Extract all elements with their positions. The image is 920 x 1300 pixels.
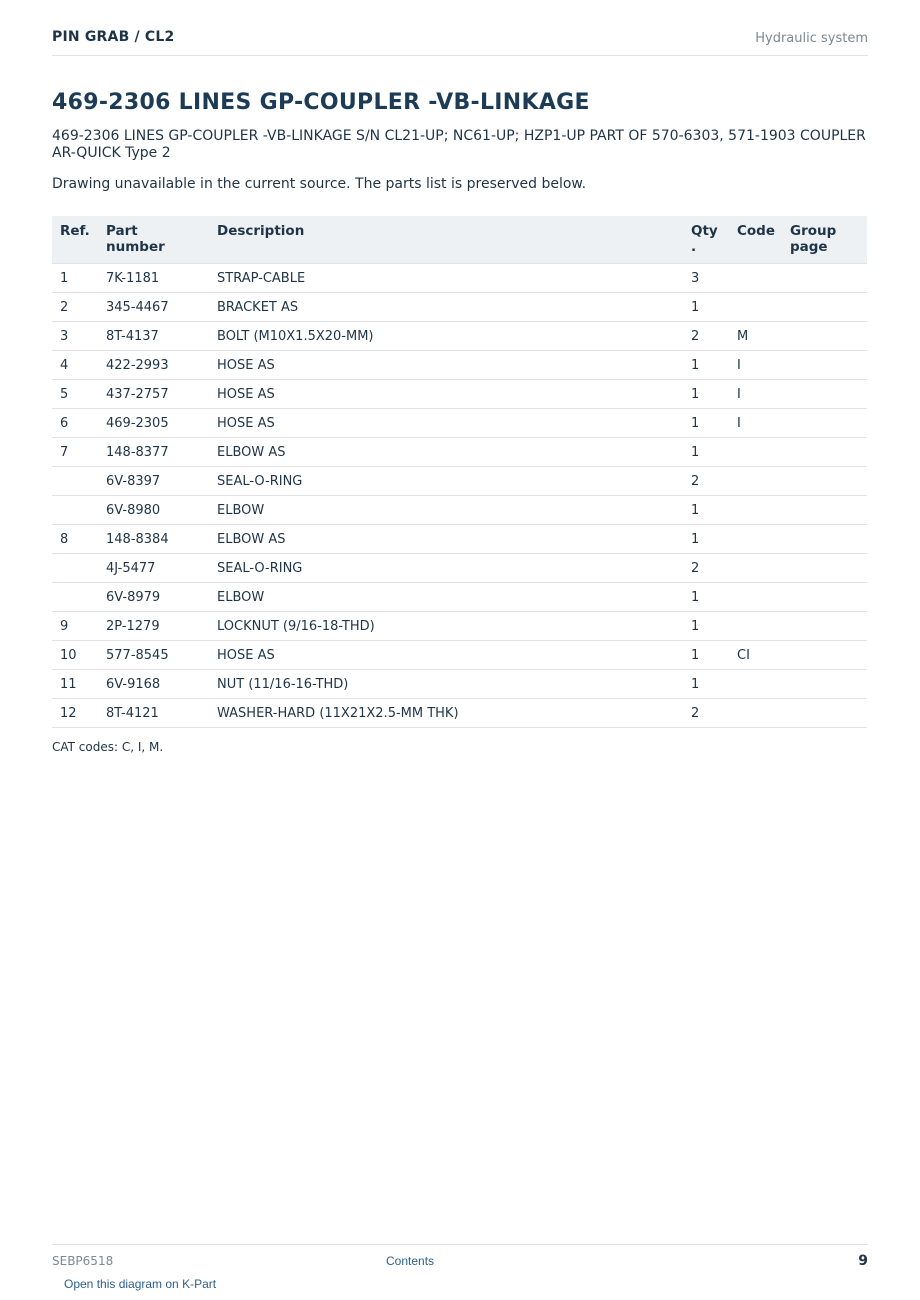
cell-qty: 2 — [683, 699, 729, 728]
cell-group-page — [782, 293, 867, 322]
cell-description: NUT (11/16-16-THD) — [209, 670, 683, 699]
cell-ref: 4 — [52, 351, 98, 380]
cell-ref: 11 — [52, 670, 98, 699]
cell-ref: 10 — [52, 641, 98, 670]
table-row — [52, 438, 867, 467]
parts-table — [52, 216, 867, 728]
cell-description: HOSE AS — [209, 641, 683, 670]
cell-part-number: 4J-5477 — [98, 554, 209, 583]
cell-ref — [52, 467, 98, 496]
cell-code: I — [729, 351, 782, 380]
cell-part-number: 437-2757 — [98, 380, 209, 409]
col-group-header: Group page — [782, 216, 867, 264]
cell-group-page — [782, 554, 867, 583]
cell-ref: 3 — [52, 322, 98, 351]
cell-qty: 2 — [683, 467, 729, 496]
cell-ref: 8 — [52, 525, 98, 554]
table-row — [52, 583, 867, 612]
cell-part-number: 422-2993 — [98, 351, 209, 380]
cell-code — [729, 699, 782, 728]
cell-group-page — [782, 612, 867, 641]
cell-group-page — [782, 351, 867, 380]
cell-group-page — [782, 525, 867, 554]
cell-part-number: 6V-8979 — [98, 583, 209, 612]
table-row — [52, 670, 867, 699]
cell-qty: 2 — [683, 322, 729, 351]
cell-group-page — [782, 322, 867, 351]
cell-qty: 1 — [683, 583, 729, 612]
table-row — [52, 467, 867, 496]
cell-part-number: 469-2305 — [98, 409, 209, 438]
table-row — [52, 380, 867, 409]
cell-ref — [52, 496, 98, 525]
cell-ref: 6 — [52, 409, 98, 438]
cell-description: HOSE AS — [209, 409, 683, 438]
cell-group-page — [782, 496, 867, 525]
cell-part-number: 6V-8397 — [98, 467, 209, 496]
col-qty-header: Qty . — [683, 216, 729, 264]
drawing-note: Drawing unavailable in the current source. The parts list is preserved below. — [52, 176, 587, 192]
cell-code — [729, 496, 782, 525]
cell-ref — [52, 554, 98, 583]
cell-part-number: 148-8377 — [98, 438, 209, 467]
table-row — [52, 409, 867, 438]
table-row — [52, 612, 867, 641]
cell-description: HOSE AS — [209, 351, 683, 380]
cell-code — [729, 583, 782, 612]
cell-part-number: 6V-9168 — [98, 670, 209, 699]
cell-qty: 1 — [683, 409, 729, 438]
table-row — [52, 351, 867, 380]
page-subtitle: 469-2306 LINES GP-COUPLER -VB-LINKAGE S/N CL21-UP; NC61-UP; HZP1-UP PART OF 570-6303, 571-1903 COUPLER AR-QUICK Type 2 — [52, 128, 866, 161]
cell-part-number: 577-8545 — [98, 641, 209, 670]
cell-group-page — [782, 409, 867, 438]
cell-description: STRAP-CABLE — [209, 264, 683, 293]
breadcrumb: PIN GRAB / CL2 — [52, 29, 175, 45]
cell-qty: 3 — [683, 264, 729, 293]
cell-code: M — [729, 322, 782, 351]
table-row — [52, 554, 867, 583]
cell-description: LOCKNUT (9/16-18-THD) — [209, 612, 683, 641]
cell-group-page — [782, 467, 867, 496]
cell-qty: 1 — [683, 438, 729, 467]
cell-part-number: 148-8384 — [98, 525, 209, 554]
cell-part-number: 8T-4137 — [98, 322, 209, 351]
cell-part-number: 8T-4121 — [98, 699, 209, 728]
cell-description: SEAL-O-RING — [209, 554, 683, 583]
cell-qty: 2 — [683, 554, 729, 583]
cell-qty: 1 — [683, 351, 729, 380]
document-code: SEBP6518 — [52, 1254, 114, 1268]
cell-group-page — [782, 641, 867, 670]
cell-ref: 2 — [52, 293, 98, 322]
cell-code — [729, 554, 782, 583]
cell-description: BOLT (M10X1.5X20-MM) — [209, 322, 683, 351]
page-header — [52, 28, 868, 56]
cell-ref — [52, 583, 98, 612]
table-row — [52, 641, 867, 670]
section-name: Hydraulic system — [755, 31, 868, 46]
cell-code — [729, 264, 782, 293]
cell-ref: 5 — [52, 380, 98, 409]
table-row — [52, 496, 867, 525]
cell-ref: 12 — [52, 699, 98, 728]
table-row — [52, 293, 867, 322]
table-row — [52, 525, 867, 554]
cell-code — [729, 293, 782, 322]
cell-description: WASHER-HARD (11X21X2.5-MM THK) — [209, 699, 683, 728]
parts-table-header — [52, 216, 867, 264]
cell-group-page — [782, 264, 867, 293]
cell-code: CI — [729, 641, 782, 670]
header-row — [52, 216, 867, 264]
table-row — [52, 699, 867, 728]
cell-description: SEAL-O-RING — [209, 467, 683, 496]
open-kpart-link[interactable]: Open this diagram on K-Part — [64, 1277, 217, 1291]
page-footer — [52, 1244, 868, 1275]
cell-description: HOSE AS — [209, 380, 683, 409]
cell-qty: 1 — [683, 612, 729, 641]
cell-qty: 1 — [683, 670, 729, 699]
cell-qty: 1 — [683, 641, 729, 670]
cell-code: I — [729, 409, 782, 438]
cell-part-number: 2P-1279 — [98, 612, 209, 641]
cell-group-page — [782, 670, 867, 699]
cell-group-page — [782, 438, 867, 467]
contents-link[interactable]: Contents — [386, 1254, 435, 1268]
cell-description: ELBOW AS — [209, 525, 683, 554]
page-title: 469-2306 LINES GP-COUPLER -VB-LINKAGE — [52, 90, 590, 115]
col-desc-header: Description — [209, 216, 683, 264]
cell-part-number: 345-4467 — [98, 293, 209, 322]
cell-description: ELBOW — [209, 496, 683, 525]
cell-code: I — [729, 380, 782, 409]
col-code-header: Code — [729, 216, 782, 264]
table-row — [52, 264, 867, 293]
cell-code — [729, 612, 782, 641]
page-number: 9 — [858, 1253, 868, 1269]
cell-description: BRACKET AS — [209, 293, 683, 322]
parts-table-body — [52, 264, 867, 728]
cell-code — [729, 670, 782, 699]
col-ref-header: Ref. — [52, 216, 98, 264]
cell-description: ELBOW — [209, 583, 683, 612]
cell-group-page — [782, 699, 867, 728]
cell-group-page — [782, 583, 867, 612]
table-row — [52, 322, 867, 351]
cell-part-number: 7K-1181 — [98, 264, 209, 293]
cell-code — [729, 438, 782, 467]
cell-qty: 1 — [683, 293, 729, 322]
cell-description: ELBOW AS — [209, 438, 683, 467]
cell-ref: 7 — [52, 438, 98, 467]
cell-qty: 1 — [683, 496, 729, 525]
cell-ref: 1 — [52, 264, 98, 293]
cell-qty: 1 — [683, 380, 729, 409]
cell-qty: 1 — [683, 525, 729, 554]
cell-code — [729, 525, 782, 554]
col-part-header: Part number — [98, 216, 209, 264]
cell-ref: 9 — [52, 612, 98, 641]
cell-group-page — [782, 380, 867, 409]
cell-code — [729, 467, 782, 496]
cat-codes-note: CAT codes: C, I, M. — [52, 740, 164, 754]
cell-part-number: 6V-8980 — [98, 496, 209, 525]
